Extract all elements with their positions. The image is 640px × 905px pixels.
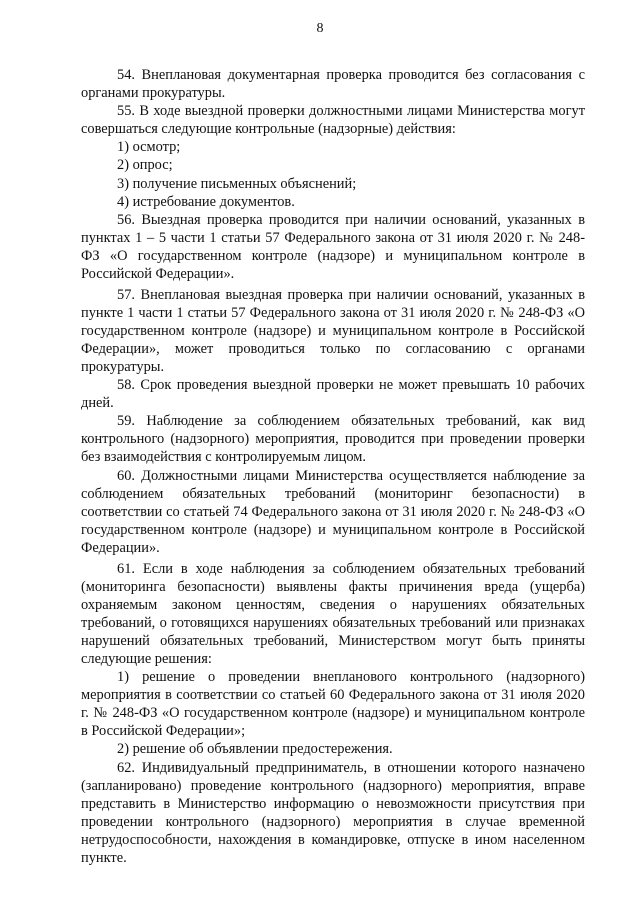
page-number: 8 (316, 21, 324, 36)
paragraph-62: 62. Индивидуальный предприниматель, в отношении которого назначено (запланировано) проведение контрольного (надзорного) мероприятия, вправе представить в Министерство информацию о невозможности присутствия при проведении контрольного (надзорного) мероприятия в случае временной нетрудоспособности, нахождения в командировке, отпуске в ином населенном пункте. (81, 759, 585, 867)
paragraph-55: 55. В ходе выездной проверки должностными лицами Министерства могут совершаться следующие контрольные (надзорные) действия: (81, 103, 585, 138)
list-item-documents: 4) истребование документов. (117, 193, 295, 210)
paragraph-59: 59. Наблюдение за соблюдением обязательных требований, как вид контрольного (надзорного) мероприятия, проводится при проведении проверки без взаимодействия с контролируемым лицом. (81, 413, 585, 466)
list-item-explanations: 3) получение письменных объяснений; (117, 175, 357, 192)
paragraph-56: 56. Выездная проверка проводится при наличии оснований, указанных в пунктах 1 – 5 части 1 статьи 57 Федерального закона от 31 июля 2020 г. № 248-ФЗ «О государственном контроле (надзоре) и муниципальном контроле в Российской Федерации». (81, 211, 585, 283)
paragraph-54: 54. Внеплановая документарная проверка проводится без согласования с органами прокуратуры. (81, 67, 585, 102)
list-item-survey: 2) опрос; (117, 157, 173, 174)
paragraph-57: 57. Внеплановая выездная проверка при наличии оснований, указанных в пункте 1 части 1 статьи 57 Федерального закона от 31 июля 2020 г. № 248-ФЗ «О государственном контроле (надзоре) и муниципальном контроле в Российской Федерации», может проводиться только по согласованию с органами прокуратуры. (81, 286, 585, 375)
list-item-inspection: 1) осмотр; (117, 139, 181, 156)
list-item-unscheduled-measure: 1) решение о проведении внепланового контрольного (надзорного) мероприятия в соответствии со статьей 60 Федерального закона от 31 июля 2020 г. № 248-ФЗ «О государственном контроле (надзоре) и муниципальном контроле в Российской Федерации»; (81, 669, 585, 740)
paragraph-61: 61. Если в ходе наблюдения за соблюдением обязательных требований (мониторинга безопасности) выявлены факты причинения вреда (ущерба) охраняемым законом ценностям, сведения о нарушениях обязательных требований, о готовящихся нарушениях обязательных требований или признаках нарушений обязательных требований, Министерством могут быть приняты следующие решения: (81, 560, 585, 667)
list-item-warning: 2) решение об объявлении предостережения. (117, 741, 393, 758)
paragraph-60: 60. Должностными лицами Министерства осуществляется наблюдение за соблюдением обязательных требований (мониторинг безопасности) в соответствии со статьей 74 Федерального закона от 31 июля 2020 г. № 248-ФЗ «О государственном контроле (надзоре) и муниципальном контроле в Российской Федерации». (81, 467, 585, 556)
paragraph-58: 58. Срок проведения выездной проверки не может превышать 10 рабочих дней. (81, 377, 585, 412)
document-body (81, 66, 585, 867)
